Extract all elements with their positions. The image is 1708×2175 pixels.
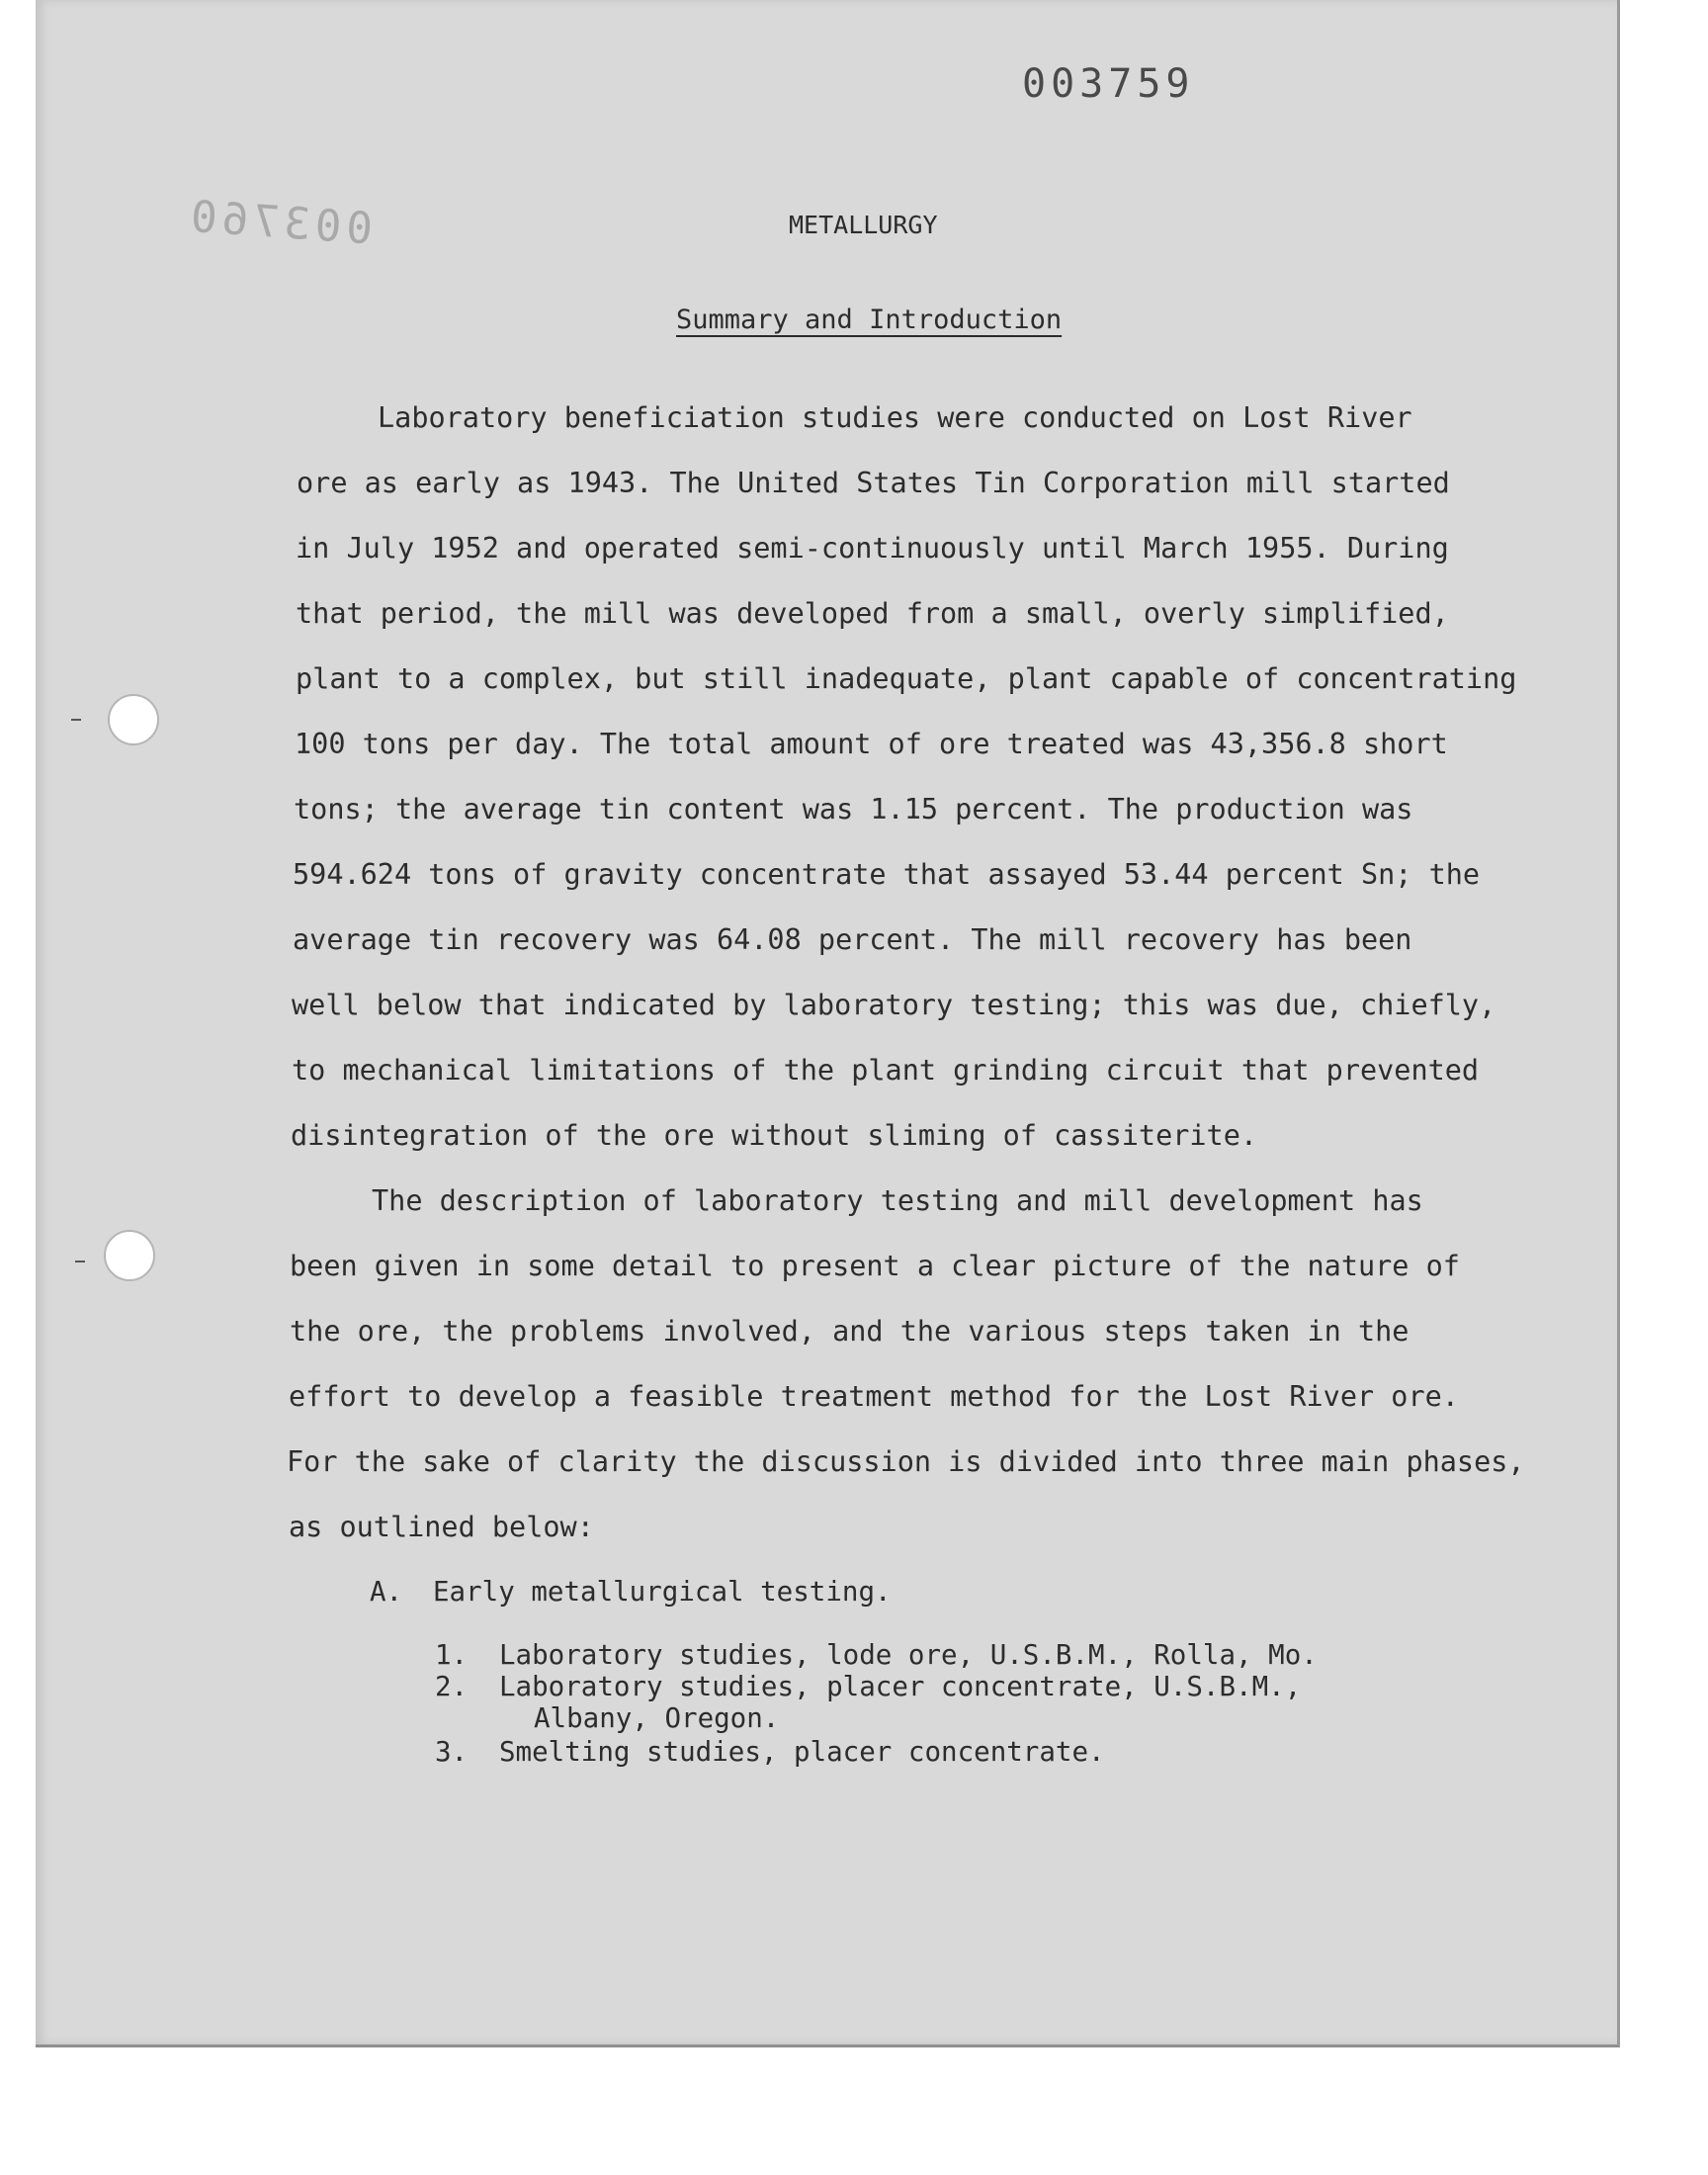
- paragraph-1-line-6: 100 tons per day. The total amount of ore treated was 43,356.8 short: [295, 728, 1448, 760]
- outline-item-text: Smelting studies, placer concentrate.: [499, 1736, 1105, 1768]
- paragraph-2-line-5: For the sake of clarity the discussion is divided into three main phases,: [287, 1445, 1525, 1478]
- punch-hole: [108, 694, 159, 745]
- paragraph-1-line-12: disintegration of the ore without sliming of cassiterite.: [291, 1119, 1258, 1152]
- paragraph-2-line-1: The description of laboratory testing and mill development has: [372, 1184, 1423, 1217]
- punch-hole-mark: [71, 719, 81, 721]
- paragraph-1-line-9: average tin recovery was 64.08 percent. The mill recovery has been: [293, 923, 1412, 956]
- paragraph-1-line-1: Laboratory beneficiation studies were conducted on Lost River: [378, 401, 1412, 434]
- paragraph-1-line-2: ore as early as 1943. The United States Tin Corporation mill started: [297, 467, 1450, 499]
- paragraph-2-line-4: effort to develop a feasible treatment method for the Lost River ore.: [289, 1380, 1459, 1413]
- bleed-through-stamp: 003760: [184, 191, 375, 255]
- outline-item-number: 2.: [435, 1671, 469, 1702]
- outline-section-label: A.: [370, 1576, 403, 1608]
- outline-item-continuation: Albany, Oregon.: [534, 1702, 780, 1734]
- paragraph-2-line-3: the ore, the problems involved, and the various steps taken in the: [290, 1315, 1409, 1348]
- outline-item-number: 1.: [435, 1639, 469, 1671]
- paragraph-1-line-4: that period, the mill was developed from a small, overly simplified,: [296, 597, 1449, 630]
- paragraph-1-line-5: plant to a complex, but still inadequate, plant capable of concentrating: [296, 662, 1517, 695]
- paragraph-1-line-3: in July 1952 and operated semi-continuously until March 1955. During: [296, 532, 1449, 565]
- punch-hole: [104, 1230, 155, 1281]
- paragraph-1-line-10: well below that indicated by laboratory testing; this was due, chiefly,: [292, 989, 1496, 1021]
- outline-item-text: Laboratory studies, lode ore, U.S.B.M., Rolla, Mo.: [499, 1639, 1318, 1671]
- document-number-stamp: 003759: [1022, 61, 1195, 107]
- paragraph-2-line-6: as outlined below:: [289, 1511, 594, 1543]
- paragraph-1-line-7: tons; the average tin content was 1.15 percent. The production was: [294, 793, 1413, 826]
- page-title: METALLURGY: [789, 211, 938, 239]
- outline-item-number: 3.: [435, 1736, 469, 1768]
- paragraph-1-line-11: to mechanical limitations of the plant grinding circuit that prevented: [292, 1054, 1480, 1087]
- paragraph-1-line-8: 594.624 tons of gravity concentrate that assayed 53.44 percent Sn; the: [293, 858, 1481, 891]
- paragraph-2-line-2: been given in some detail to present a clear picture of the nature of: [290, 1250, 1460, 1282]
- punch-hole-mark: [75, 1261, 85, 1262]
- outline-item-text: Laboratory studies, placer concentrate, U.S.B.M.,: [499, 1671, 1302, 1702]
- section-heading: Summary and Introduction: [676, 304, 1063, 335]
- outline-section-title: Early metallurgical testing.: [433, 1576, 892, 1608]
